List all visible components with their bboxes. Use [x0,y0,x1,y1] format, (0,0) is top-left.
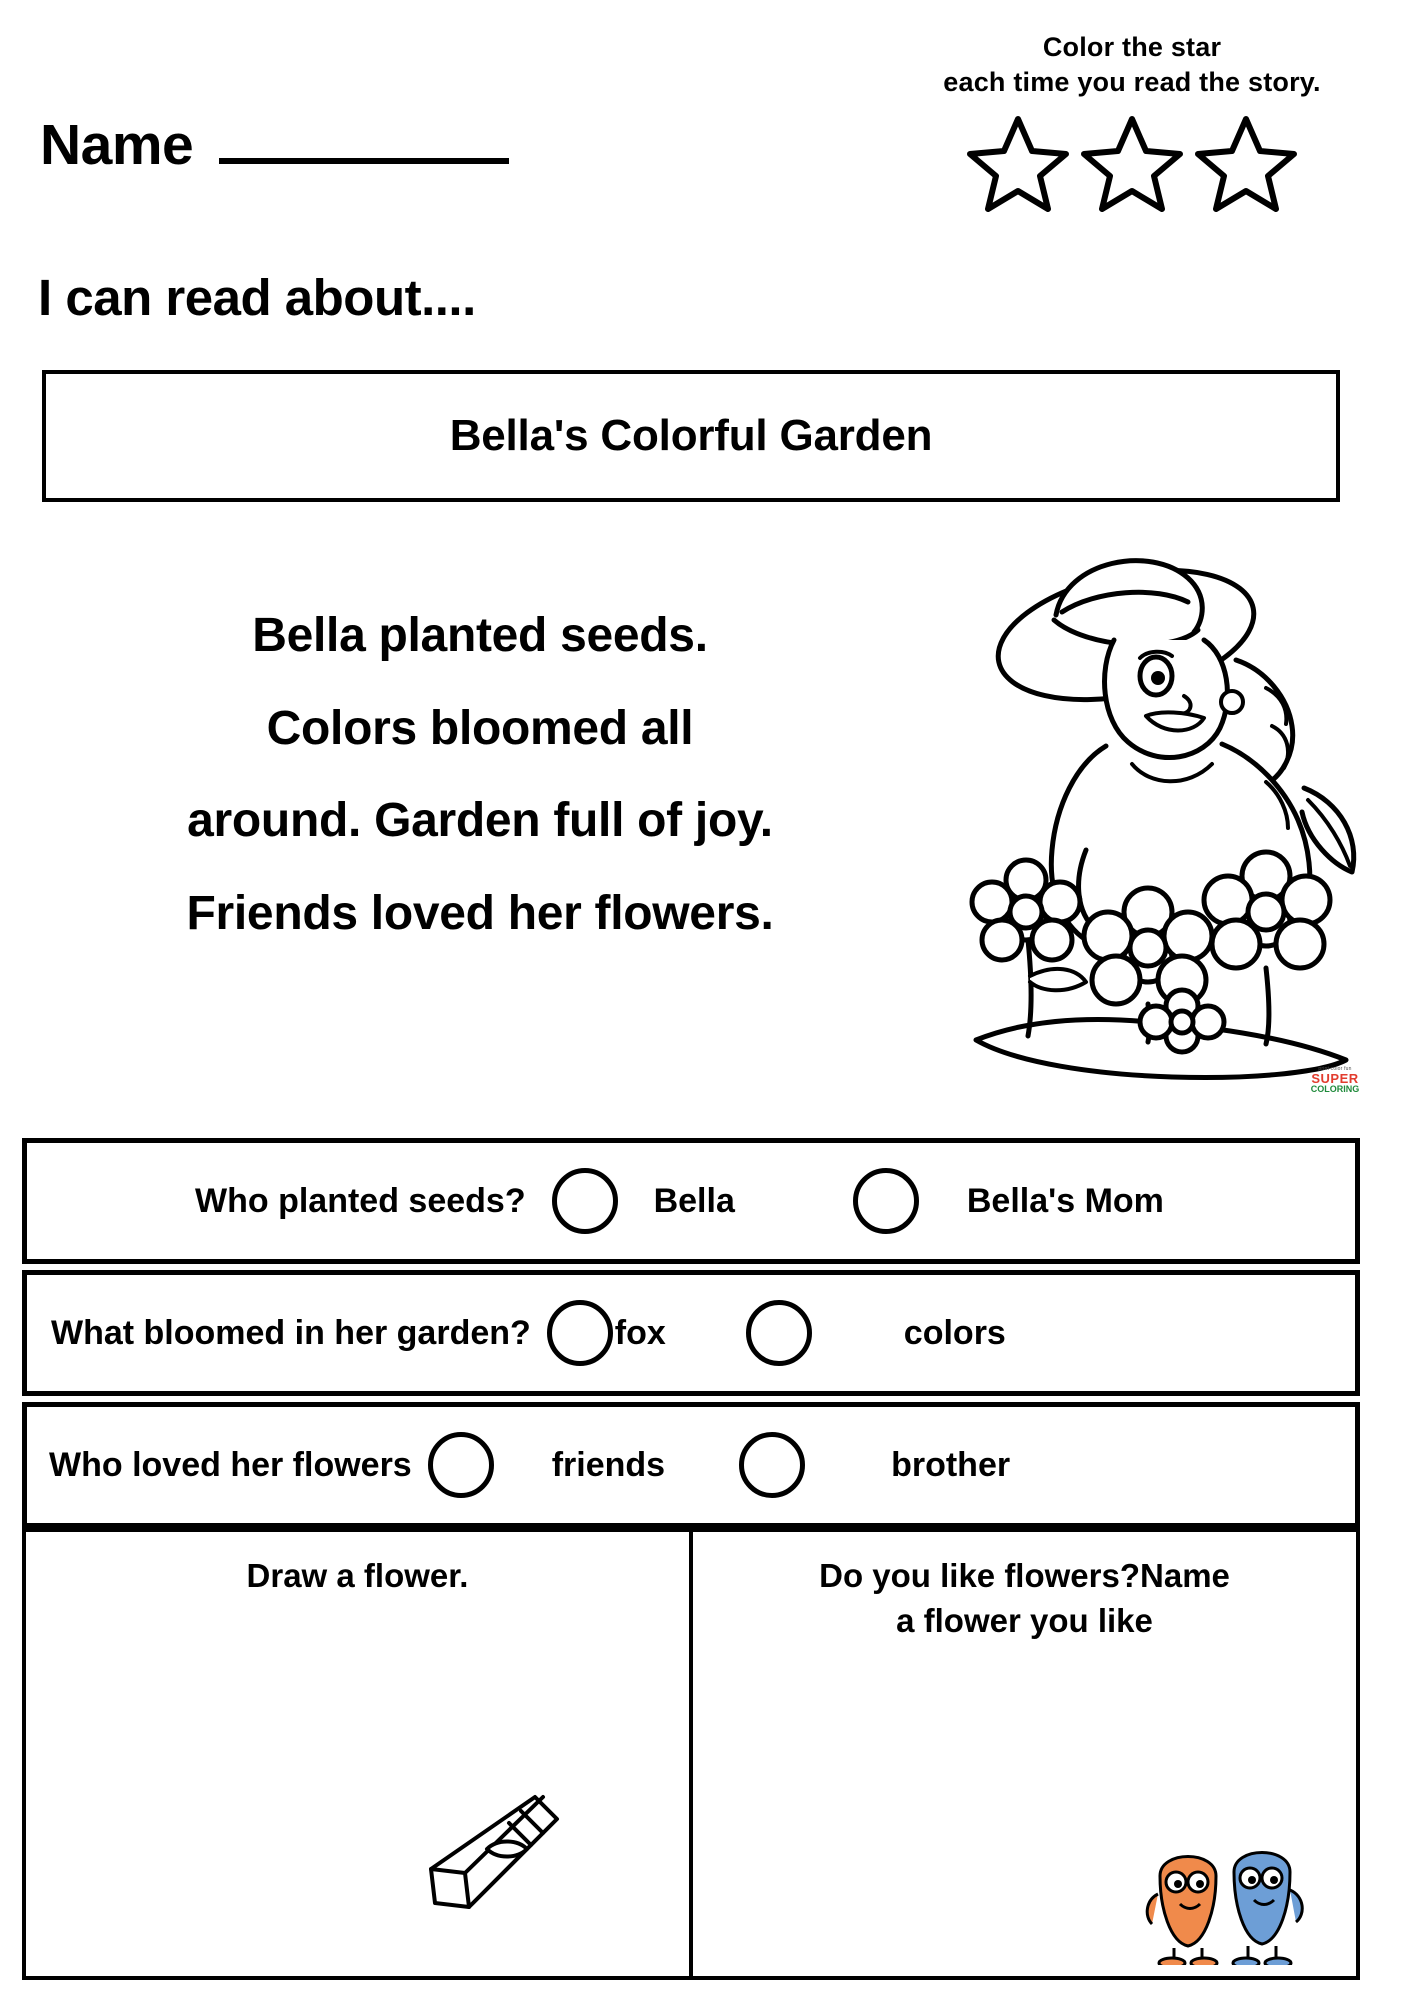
star-outline-icon[interactable] [966,113,1070,213]
activity-panels [22,1528,1360,1980]
answer-option-label[interactable]: brother [891,1445,1011,1484]
question-prompt: Who planted seeds? [195,1181,526,1220]
star-outline-icon[interactable] [1080,113,1184,213]
answer-bubble[interactable] [853,1168,919,1234]
answer-bubble[interactable] [746,1300,812,1366]
name-input-blank[interactable] [219,118,509,164]
story-title: Bella's Colorful Garden [449,411,933,460]
name-row [40,112,509,178]
story-line: Bella planted seeds. [252,609,708,662]
panel-title: Draw a flower. [246,1557,469,1594]
question-prompt: What bloomed in her garden? [51,1313,531,1352]
draw-a-flower-panel[interactable] [22,1528,693,1980]
panel-title [693,1554,1356,1643]
question-list [22,1138,1360,1534]
watermark-line-3: COLORING [1310,1084,1360,1094]
star-instruction-line-2: each time you read the story. [943,66,1321,97]
question-row [22,1138,1360,1264]
watermark-line-2: SUPER [1311,1071,1359,1086]
crayon-icon [417,1785,567,1920]
name-label: Name [40,113,194,177]
star-row [902,113,1362,213]
watermark-line-1: print color fun [1318,1066,1352,1072]
star-instruction-block [902,30,1362,213]
answer-bubble[interactable] [428,1432,494,1498]
watermark [1302,1067,1368,1094]
answer-option-label[interactable]: friends [551,1445,666,1484]
story-text-block [30,590,930,961]
star-instruction-line-1: Color the star [1042,32,1222,62]
question-prompt: Who loved her flowers [49,1445,412,1484]
read-about-label: I can read about.... [38,269,476,326]
story-line: Colors bloomed all [266,701,694,755]
answer-option-label[interactable]: fox [614,1313,666,1352]
story-title-box [42,370,1340,502]
girl-gardening-with-flowers-coloring-illustration [936,520,1376,1120]
answer-option-label[interactable]: Bella [653,1181,735,1220]
answer-option-label[interactable]: colors [903,1313,1006,1352]
answer-bubble[interactable] [547,1300,613,1366]
opinion-question-panel[interactable] [693,1528,1360,1980]
star-outline-icon[interactable] [1194,113,1298,213]
two-cartoon-buddies-icon [1140,1830,1330,1970]
answer-bubble[interactable] [552,1168,618,1234]
question-row [22,1270,1360,1396]
panel-title-line-1: Do you like flowers?Name [819,1557,1230,1594]
story-line: Friends loved her flowers. [186,886,774,940]
answer-option-label[interactable]: Bella's Mom [966,1181,1164,1220]
answer-bubble[interactable] [739,1432,805,1498]
panel-title-line-2: a flower you like [896,1601,1153,1639]
question-row [22,1402,1360,1528]
story-line: around. Garden full of joy. [187,794,773,848]
